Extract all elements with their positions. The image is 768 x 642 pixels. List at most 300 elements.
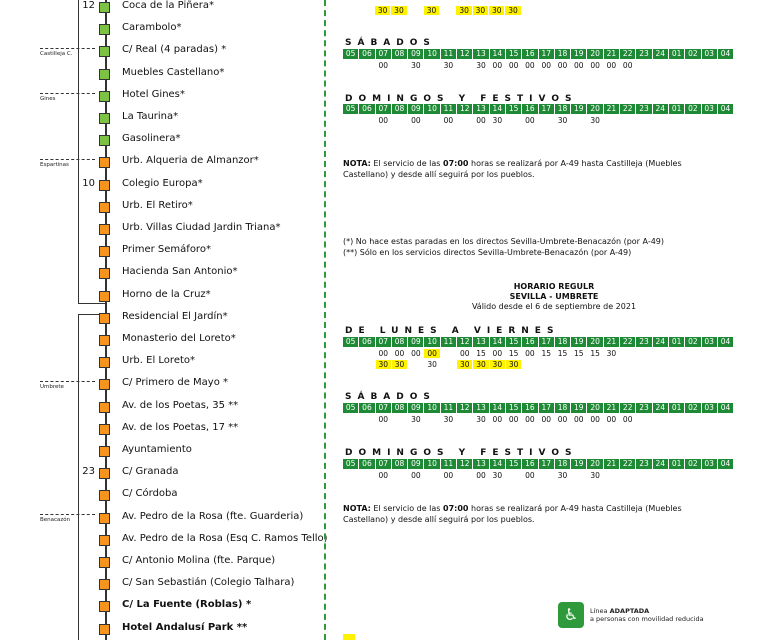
minute-cell: 30 <box>427 360 437 369</box>
minute-cell: 00 <box>525 349 535 358</box>
hour-cell: 21 <box>604 49 619 59</box>
stop-marker <box>99 379 110 390</box>
day-title: DE LUNES A VIERNES <box>345 326 560 336</box>
hour-cell: 19 <box>571 104 586 114</box>
hour-cell: 11 <box>441 403 456 413</box>
minute-cell: 30 <box>411 61 421 70</box>
schedule-heading <box>340 282 768 312</box>
minute-cell: 00 <box>492 415 503 424</box>
minute-cell <box>440 6 455 15</box>
stop-name: Colegio Europa* <box>122 177 203 189</box>
stop-marker <box>99 513 110 524</box>
minute-cell <box>457 415 472 424</box>
stop-name: Monasterio del Loreto* <box>122 333 236 344</box>
day-title: DOMINGOS Y FESTIVOS <box>345 94 578 104</box>
accessible-prefix: Línea <box>590 607 610 615</box>
minute-cell <box>392 471 407 480</box>
minute-cell: 00 <box>459 349 470 358</box>
minute-cell <box>392 61 407 70</box>
stop-name: C/ Primero de Mayo * <box>122 377 229 389</box>
hour-cell: 06 <box>359 337 374 347</box>
minute-cell: 15 <box>574 349 584 358</box>
stop-marker <box>99 624 110 635</box>
hour-cell: 05 <box>343 337 358 347</box>
stop-marker <box>99 335 110 346</box>
heading-title: HORARIO REGULR <box>513 282 595 291</box>
hour-cell: 07 <box>376 104 391 114</box>
hour-cell: 05 <box>343 49 358 59</box>
stop-name: C/ Real (4 paradas) * <box>122 44 227 56</box>
stop-item <box>0 131 330 153</box>
hour-cell: 05 <box>343 403 358 413</box>
stop-name: Muebles Castellano* <box>122 66 225 78</box>
stop-item <box>0 220 330 242</box>
hour-cell: 20 <box>587 337 602 347</box>
minute-cell <box>359 471 374 480</box>
minute-cell <box>359 349 374 358</box>
day-title: SÁBADOS <box>345 392 436 402</box>
hour-cell: 02 <box>685 337 700 347</box>
stop-name: C/ Antonio Molina (fte. Parque) <box>122 555 276 566</box>
hours-row <box>343 403 734 413</box>
hour-cell: 17 <box>539 49 554 59</box>
zone-label: Umbrete <box>40 384 64 390</box>
hour-cell: 10 <box>424 459 439 469</box>
minute-cell: 00 <box>492 349 503 358</box>
hour-cell: 14 <box>490 337 505 347</box>
hour-cell: 03 <box>702 104 717 114</box>
hour-cell: 08 <box>392 104 407 114</box>
hour-cell: 02 <box>685 459 700 469</box>
hour-cell: 07 <box>376 49 391 59</box>
minute-cell <box>343 349 358 358</box>
hour-cell: 15 <box>506 459 521 469</box>
accessible-text <box>590 607 704 623</box>
stop-name: C/ La Fuente (Roblas) * <box>122 599 252 611</box>
stop-item <box>0 242 330 264</box>
stop-name: Hotel Andalusí Park ** <box>122 621 248 633</box>
hour-cell: 19 <box>571 49 586 59</box>
hour-cell: 20 <box>587 104 602 114</box>
minute-cell: 00 <box>443 116 454 125</box>
minute-cell: 00 <box>574 61 584 70</box>
stop-item <box>0 398 330 420</box>
minutes-row <box>375 6 522 15</box>
note-label: NOTA: <box>343 159 371 168</box>
minute-cell <box>359 415 374 424</box>
hour-cell: 20 <box>587 459 602 469</box>
hour-cell: 09 <box>408 337 423 347</box>
stop-item <box>0 153 330 175</box>
minute-cell: 30 <box>476 61 486 70</box>
hour-cell: 23 <box>636 49 651 59</box>
zone-label: Benacazón <box>40 517 71 523</box>
hour-cell: 11 <box>441 459 456 469</box>
note-text: horas se realizará por A-49 hasta Castilleja (Muebles Castellano) y desde allí seguirá por los pueblos. <box>343 159 682 179</box>
minute-cell <box>343 360 358 369</box>
minute-cell: 00 <box>541 415 551 424</box>
hour-cell: 22 <box>620 459 635 469</box>
hour-cell: 13 <box>473 49 488 59</box>
hour-cell: 12 <box>457 337 472 347</box>
stop-item <box>0 331 330 353</box>
minute-cell <box>392 116 407 125</box>
hour-cell: 12 <box>457 49 472 59</box>
hour-cell: 15 <box>506 403 521 413</box>
hours-row <box>343 49 734 59</box>
hour-cell: 08 <box>392 49 407 59</box>
minute-cell <box>343 61 358 70</box>
hour-cell: 01 <box>669 104 684 114</box>
minute-cell: 00 <box>574 415 584 424</box>
minute-cell: 00 <box>476 471 486 480</box>
legend-note: (**) Sólo en los servicios directos Sevilla-Umbrete-Benacazón (por A-49) <box>343 248 632 257</box>
hour-cell: 24 <box>653 337 668 347</box>
hour-cell: 01 <box>669 403 684 413</box>
stop-marker <box>99 357 110 368</box>
minute-cell: 00 <box>411 471 421 480</box>
stop-marker <box>99 157 110 168</box>
service-note <box>343 503 723 525</box>
stop-item <box>0 309 330 331</box>
hour-cell: 07 <box>376 459 391 469</box>
hour-cell: 23 <box>636 459 651 469</box>
minutes-row <box>343 349 620 358</box>
minute-cell: 00 <box>378 415 389 424</box>
minute-cell <box>539 471 554 480</box>
stop-name: Coca de la Piñera* <box>122 0 214 11</box>
heading-validity: Válido desde el 6 de septiembre de 2021 <box>471 302 637 311</box>
hour-cell: 18 <box>555 337 570 347</box>
minute-cell: 00 <box>424 349 439 358</box>
hour-cell: 01 <box>669 49 684 59</box>
hour-cell: 18 <box>555 104 570 114</box>
minute-cell: 30 <box>557 471 568 480</box>
minutes-row <box>343 360 522 369</box>
hour-cell: 06 <box>359 104 374 114</box>
hour-cell: 13 <box>473 337 488 347</box>
stop-marker <box>99 2 110 13</box>
hour-cell: 21 <box>604 459 619 469</box>
stop-item <box>0 264 330 286</box>
hour-cell: 19 <box>571 403 586 413</box>
minute-cell <box>359 116 374 125</box>
stop-item <box>0 486 330 508</box>
minute-cell: 00 <box>508 61 519 70</box>
hour-cell: 12 <box>457 403 472 413</box>
hour-cell: 16 <box>522 337 537 347</box>
stop-marker <box>99 468 110 479</box>
minute-cell <box>424 61 439 70</box>
stop-number: 12 <box>82 0 95 11</box>
minute-cell: 30 <box>375 6 390 15</box>
zone-label: Castilleja C. <box>40 51 73 57</box>
hour-cell: 16 <box>522 403 537 413</box>
stop-name: Urb. Villas Ciudad Jardin Triana* <box>122 222 281 233</box>
minute-cell <box>506 471 521 480</box>
minutes-row <box>343 471 604 480</box>
stop-marker <box>99 313 110 324</box>
hour-cell: 10 <box>424 403 439 413</box>
hour-cell: 23 <box>636 104 651 114</box>
minute-cell: 15 <box>590 349 600 358</box>
stop-item <box>0 620 330 642</box>
stop-item <box>0 0 330 20</box>
stop-marker <box>99 402 110 413</box>
wheelchair-icon: ♿ <box>558 602 584 628</box>
stop-item <box>0 198 330 220</box>
hour-cell: 04 <box>718 337 733 347</box>
stop-item <box>0 353 330 375</box>
minute-cell <box>441 349 456 358</box>
hour-cell: 22 <box>620 104 635 114</box>
note-text: El servicio de las <box>370 159 444 168</box>
stop-marker <box>99 24 110 35</box>
heading-route: SEVILLA - UMBRETE <box>509 292 599 301</box>
minute-cell: 30 <box>476 415 486 424</box>
hour-cell: 10 <box>424 49 439 59</box>
hour-cell: 23 <box>636 403 651 413</box>
stop-marker <box>99 579 110 590</box>
stop-name: Hacienda San Antonio* <box>122 266 238 278</box>
minute-cell <box>424 471 439 480</box>
hour-cell: 14 <box>490 403 505 413</box>
hour-cell: 24 <box>653 459 668 469</box>
stop-number: 10 <box>82 177 95 189</box>
stop-number: 23 <box>82 466 95 478</box>
stop-item <box>0 420 330 442</box>
accessible-title: ADAPTADA <box>609 607 650 615</box>
hour-cell: 01 <box>669 337 684 347</box>
stop-marker <box>99 535 110 546</box>
stops-column <box>0 0 330 640</box>
hour-cell: 06 <box>359 459 374 469</box>
stop-marker <box>99 113 110 124</box>
hour-cell: 03 <box>702 337 717 347</box>
minute-cell: 30 <box>411 415 421 424</box>
stop-name: Av. de los Poetas, 17 ** <box>122 421 239 433</box>
minute-cell: 30 <box>443 415 454 424</box>
hour-cell: 07 <box>376 337 391 347</box>
hour-cell: 20 <box>587 403 602 413</box>
note-hour: 07:00 <box>443 504 469 513</box>
minute-cell: 00 <box>525 471 535 480</box>
stop-name: Urb. El Loreto* <box>122 355 196 367</box>
hour-cell: 14 <box>490 104 505 114</box>
minute-cell <box>457 61 472 70</box>
hour-cell: 17 <box>539 459 554 469</box>
hour-cell: 04 <box>718 459 733 469</box>
stop-item <box>0 442 330 464</box>
stop-name: Primer Semáforo* <box>122 244 211 256</box>
hour-cell: 03 <box>702 403 717 413</box>
stop-marker <box>99 557 110 568</box>
stop-item <box>0 87 330 109</box>
hour-cell: 24 <box>653 104 668 114</box>
hour-cell: 17 <box>539 337 554 347</box>
minute-cell: 00 <box>541 61 551 70</box>
stop-item <box>0 531 330 553</box>
minute-cell <box>408 6 423 15</box>
minute-cell: 00 <box>378 61 389 70</box>
dashed-divider <box>324 0 326 640</box>
stop-marker <box>99 268 110 279</box>
hour-cell: 16 <box>522 459 537 469</box>
accessible-badge <box>558 602 704 628</box>
stop-item <box>0 109 330 131</box>
stop-name: Ayuntamiento <box>122 444 192 455</box>
minute-cell: 30 <box>492 471 503 480</box>
stop-item <box>0 375 330 397</box>
hour-cell: 13 <box>473 104 488 114</box>
stop-marker <box>99 601 110 612</box>
hour-cell: 15 <box>506 49 521 59</box>
minute-cell: 00 <box>443 471 454 480</box>
hour-cell: 16 <box>522 104 537 114</box>
hour-cell: 21 <box>604 403 619 413</box>
minute-cell: 00 <box>590 61 600 70</box>
minute-cell <box>343 415 358 424</box>
hour-cell: 18 <box>555 459 570 469</box>
stop-marker <box>99 91 110 102</box>
minute-cell: 15 <box>557 349 568 358</box>
minute-cell: 00 <box>411 116 421 125</box>
hour-cell: 24 <box>653 49 668 59</box>
stop-marker <box>99 180 110 191</box>
minute-cell: 30 <box>392 360 407 369</box>
hour-cell: 04 <box>718 403 733 413</box>
hour-cell: 21 <box>604 104 619 114</box>
hour-cell: 15 <box>506 104 521 114</box>
stop-marker <box>99 135 110 146</box>
hour-cell: 02 <box>685 49 700 59</box>
timetable-panel <box>340 0 768 640</box>
hour-cell: 11 <box>441 49 456 59</box>
stop-marker <box>99 246 110 257</box>
minute-cell: 00 <box>525 116 535 125</box>
hour-cell: 11 <box>441 104 456 114</box>
minute-cell <box>359 360 374 369</box>
hour-cell: 03 <box>702 459 717 469</box>
stop-name: Urb. Alqueria de Almanzor* <box>122 155 259 167</box>
stop-item <box>0 575 330 597</box>
hour-cell: 14 <box>490 49 505 59</box>
hour-cell: 08 <box>392 403 407 413</box>
minute-cell: 30 <box>391 6 406 15</box>
minute-cell: 30 <box>424 6 439 15</box>
minute-cell <box>457 116 472 125</box>
zone-label: Gines <box>40 96 56 102</box>
accessible-line2: a personas con movilidad reducida <box>590 615 704 623</box>
hour-cell: 12 <box>457 459 472 469</box>
hour-cell: 09 <box>408 49 423 59</box>
stop-name: La Taurina* <box>122 111 179 122</box>
minute-cell: 30 <box>456 6 471 15</box>
minute-cell: 00 <box>394 349 405 358</box>
minute-cell <box>408 360 423 369</box>
hour-cell: 19 <box>571 337 586 347</box>
minute-cell: 30 <box>457 360 472 369</box>
minute-cell <box>539 116 554 125</box>
minute-cell: 30 <box>473 6 488 15</box>
minute-cell: 00 <box>557 415 568 424</box>
minute-cell: 00 <box>525 61 535 70</box>
hour-cell: 04 <box>718 104 733 114</box>
hour-cell: 09 <box>408 403 423 413</box>
hour-cell: 06 <box>359 403 374 413</box>
minute-cell: 30 <box>443 61 454 70</box>
minute-cell: 30 <box>490 360 505 369</box>
minute-cell: 00 <box>378 116 389 125</box>
hour-cell: 04 <box>718 49 733 59</box>
stop-name: Carambolo* <box>122 22 182 34</box>
minutes-row <box>343 116 604 125</box>
minute-cell: 30 <box>492 116 503 125</box>
minute-cell: 00 <box>622 415 633 424</box>
stop-name: Urb. El Retiro* <box>122 199 193 211</box>
stop-marker <box>99 446 110 457</box>
minute-cell <box>571 471 586 480</box>
hour-cell: 17 <box>539 104 554 114</box>
hour-cell: 19 <box>571 459 586 469</box>
stop-item <box>0 20 330 42</box>
stop-name: Horno de la Cruz* <box>122 288 211 300</box>
hour-cell: 22 <box>620 403 635 413</box>
stop-item <box>0 42 330 64</box>
stop-marker <box>99 490 110 501</box>
minute-cell: 15 <box>541 349 551 358</box>
minute-cell: 30 <box>376 360 391 369</box>
hour-cell: 08 <box>392 337 407 347</box>
minute-cell: 30 <box>557 116 568 125</box>
stop-item <box>0 553 330 575</box>
day-title: SÁBADOS <box>345 38 436 48</box>
minute-cell: 15 <box>476 349 486 358</box>
stop-name: Av. de los Poetas, 35 ** <box>122 399 239 411</box>
minute-cell <box>457 471 472 480</box>
hour-cell: 13 <box>473 403 488 413</box>
day-title: DOMINGOS Y FESTIVOS <box>345 448 578 458</box>
hour-cell: 08 <box>392 459 407 469</box>
hour-cell: 18 <box>555 49 570 59</box>
minute-cell: 00 <box>378 349 389 358</box>
hours-row <box>343 337 734 347</box>
stop-name: Av. Pedro de la Rosa (fte. Guarderia) <box>122 510 304 522</box>
hour-cell: 09 <box>408 459 423 469</box>
stop-item <box>0 176 330 198</box>
hour-cell: 21 <box>604 337 619 347</box>
stop-item <box>0 509 330 531</box>
stop-item <box>0 65 330 87</box>
minute-cell: 00 <box>411 349 421 358</box>
stop-name: C/ Granada <box>122 466 179 478</box>
note-text: El servicio de las <box>370 504 444 513</box>
stop-item <box>0 287 330 309</box>
hour-cell: 17 <box>539 403 554 413</box>
minute-cell: 30 <box>606 349 617 358</box>
minute-cell: 30 <box>506 360 521 369</box>
hours-row <box>343 104 734 114</box>
stop-name: Gasolinera* <box>122 133 181 145</box>
highlight-swatch <box>343 634 355 640</box>
note-label: NOTA: <box>343 504 371 513</box>
minutes-row <box>343 415 636 424</box>
minutes-row <box>343 61 636 70</box>
minute-cell <box>506 116 521 125</box>
stop-marker <box>99 69 110 80</box>
hour-cell: 20 <box>587 49 602 59</box>
hour-cell: 01 <box>669 459 684 469</box>
